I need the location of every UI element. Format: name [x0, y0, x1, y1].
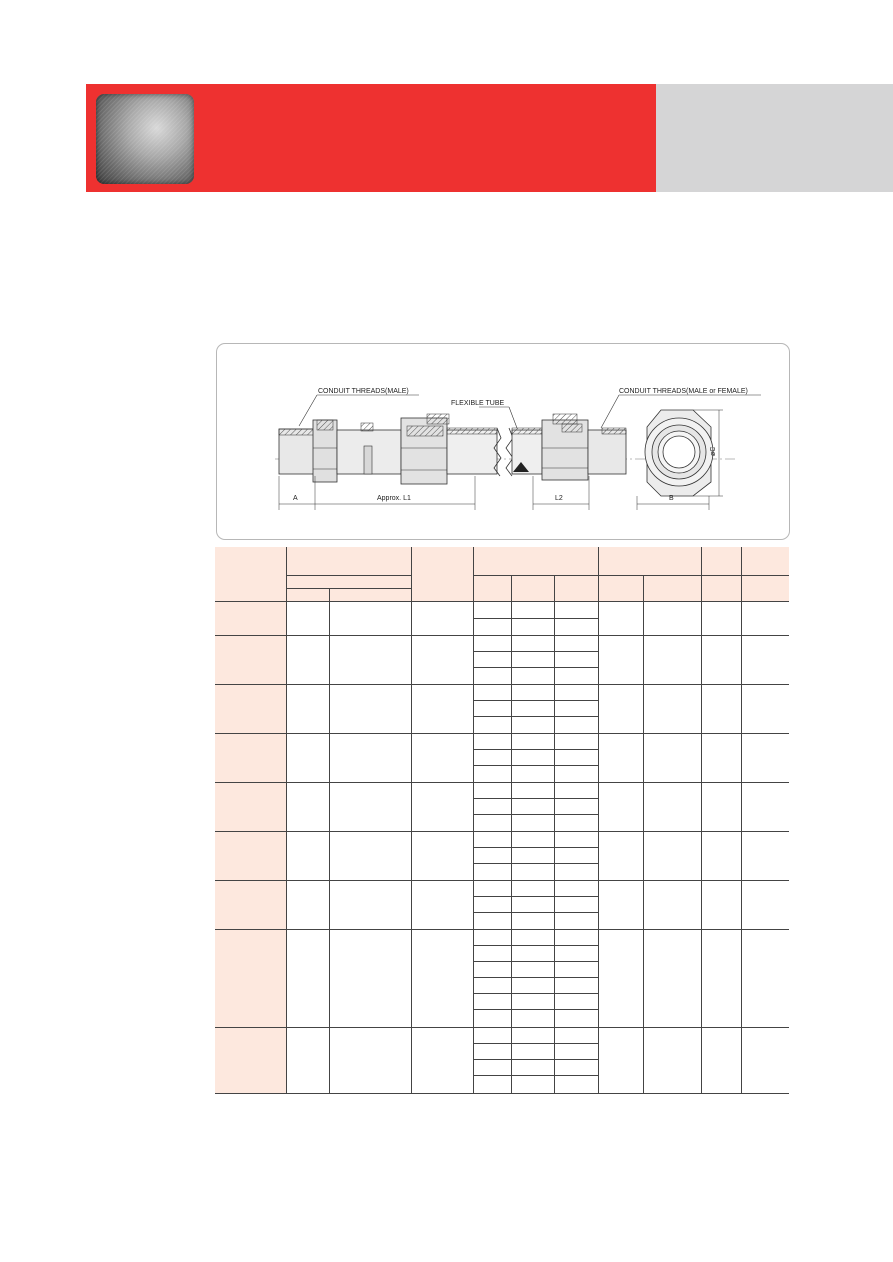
table-cell [554, 1009, 598, 1027]
row-header-cell [215, 1027, 286, 1093]
header-cell [411, 547, 473, 601]
table-cell [511, 814, 554, 831]
table-cell [511, 749, 554, 765]
table-cell [511, 716, 554, 733]
table-cell [411, 601, 473, 635]
table-cell [554, 765, 598, 782]
table-cell [511, 945, 554, 961]
table-cell [411, 684, 473, 733]
table-cell [473, 961, 511, 977]
table-cell [473, 929, 511, 945]
row-header-cell [215, 782, 286, 831]
dim-c-label: øC [710, 446, 717, 456]
table-cell [554, 782, 598, 798]
table-cell [286, 1027, 329, 1093]
table-row [215, 733, 789, 749]
table-cell [511, 684, 554, 700]
dim-b-label: B [669, 495, 674, 502]
table-cell [598, 601, 643, 635]
specification-table [215, 547, 789, 1093]
header-cell [215, 547, 286, 601]
table-cell [286, 782, 329, 831]
table-cell [554, 863, 598, 880]
table-cell [329, 601, 411, 635]
table-cell [643, 782, 701, 831]
table-cell [473, 618, 511, 635]
row-header-cell [215, 929, 286, 1027]
table-cell [329, 635, 411, 684]
table-cell [511, 961, 554, 977]
table-cell [286, 601, 329, 635]
table-cell [473, 765, 511, 782]
table-cell [643, 929, 701, 1027]
table-header-row [215, 575, 789, 588]
table-cell [511, 929, 554, 945]
header-cell [286, 547, 411, 575]
table-cell [473, 1043, 511, 1059]
table-cell [554, 831, 598, 847]
table-cell [511, 847, 554, 863]
table-cell [701, 880, 741, 929]
table-cell [473, 1075, 511, 1093]
table-cell [411, 929, 473, 1027]
table-cell [329, 831, 411, 880]
table-cell [473, 847, 511, 863]
table-row [215, 684, 789, 700]
table-cell [598, 684, 643, 733]
table-cell [741, 601, 789, 635]
table-cell [511, 601, 554, 618]
table-cell [701, 684, 741, 733]
table-cell [411, 733, 473, 782]
table-cell [473, 896, 511, 912]
header-cell [473, 575, 511, 601]
table-header-row [215, 547, 789, 575]
table-cell [411, 635, 473, 684]
dim-l2-label: L2 [555, 495, 563, 502]
header-cell [643, 575, 701, 601]
header-cell [741, 547, 789, 575]
header-grey-bar [656, 84, 893, 192]
table-cell [511, 896, 554, 912]
table-cell [554, 601, 598, 618]
table-cell [511, 863, 554, 880]
table-cell [554, 880, 598, 896]
table-cell [473, 749, 511, 765]
table-row [215, 929, 789, 945]
table-cell [741, 733, 789, 782]
table-cell [473, 700, 511, 716]
header-cell [701, 575, 741, 601]
header-cell [329, 588, 411, 601]
table-cell [741, 880, 789, 929]
table-cell [286, 635, 329, 684]
table-cell [701, 782, 741, 831]
table-cell [286, 684, 329, 733]
row-header-cell [215, 880, 286, 929]
table-cell [329, 733, 411, 782]
header-cell [598, 575, 643, 601]
row-header-cell [215, 733, 286, 782]
row-header-cell [215, 635, 286, 684]
table-cell [643, 601, 701, 635]
header-cell [701, 547, 741, 575]
table-cell [286, 831, 329, 880]
table-cell [554, 977, 598, 993]
table-cell [473, 863, 511, 880]
table-cell [473, 831, 511, 847]
table-cell [554, 749, 598, 765]
table-cell [701, 733, 741, 782]
table-cell [411, 831, 473, 880]
table-cell [511, 765, 554, 782]
table-cell [598, 831, 643, 880]
table-cell [411, 782, 473, 831]
table-cell [554, 929, 598, 945]
table-cell [554, 798, 598, 814]
table-cell [554, 716, 598, 733]
table-cell [329, 782, 411, 831]
table-cell [473, 880, 511, 896]
row-header-cell [215, 601, 286, 635]
table-cell [473, 1059, 511, 1075]
table-cell [701, 831, 741, 880]
table-cell [554, 993, 598, 1009]
table-cell [554, 733, 598, 749]
header-cell [741, 575, 789, 601]
table-cell [554, 618, 598, 635]
fitting-cross-section-drawing [217, 344, 789, 539]
table-cell [701, 1027, 741, 1093]
table-cell [598, 782, 643, 831]
table-cell [554, 1059, 598, 1075]
label-flexible-tube: FLEXIBLE TUBE [451, 400, 505, 407]
table-row [215, 880, 789, 896]
table-cell [511, 651, 554, 667]
table-cell [554, 961, 598, 977]
table-cell [741, 635, 789, 684]
table-bottom-rule [215, 1093, 789, 1094]
table-cell [329, 880, 411, 929]
title-banner [86, 84, 656, 192]
table-cell [511, 993, 554, 1009]
table-cell [554, 912, 598, 929]
header-cell [511, 575, 554, 601]
table-cell [511, 667, 554, 684]
table-cell [701, 929, 741, 1027]
table-cell [473, 733, 511, 749]
header-cell [598, 547, 701, 575]
table-cell [473, 798, 511, 814]
table-cell [598, 733, 643, 782]
table-cell [598, 635, 643, 684]
table-cell [511, 977, 554, 993]
table-cell [554, 635, 598, 651]
header-cell [554, 575, 598, 601]
table-cell [643, 733, 701, 782]
row-header-cell [215, 831, 286, 880]
table-cell [511, 1075, 554, 1093]
table-row [215, 782, 789, 798]
table-cell [286, 733, 329, 782]
table-cell [511, 798, 554, 814]
dim-a-label: A [293, 495, 298, 502]
table-cell [473, 716, 511, 733]
table-cell [473, 651, 511, 667]
table-cell [598, 1027, 643, 1093]
table-cell [643, 635, 701, 684]
table-cell [473, 977, 511, 993]
table-cell [473, 993, 511, 1009]
table-cell [741, 782, 789, 831]
table-cell [473, 684, 511, 700]
table-cell [473, 782, 511, 798]
table-row [215, 635, 789, 651]
table-cell [473, 814, 511, 831]
table-cell [511, 635, 554, 651]
table-row [215, 601, 789, 618]
table-row [215, 1027, 789, 1043]
table-cell [411, 1027, 473, 1093]
label-conduit-threads-male-female: CONDUIT THREADS(MALE or FEMALE) [619, 388, 748, 395]
table-cell [329, 684, 411, 733]
table-cell [473, 1009, 511, 1027]
table-cell [511, 912, 554, 929]
table-cell [554, 1043, 598, 1059]
table-cell [643, 831, 701, 880]
table-cell [511, 1009, 554, 1027]
table-cell [329, 1027, 411, 1093]
table-cell [554, 896, 598, 912]
table-cell [554, 945, 598, 961]
table-cell [554, 1075, 598, 1093]
table-cell [511, 700, 554, 716]
table-cell [554, 847, 598, 863]
table-cell [473, 667, 511, 684]
table-cell [473, 912, 511, 929]
header-cell [286, 575, 411, 588]
table-cell [554, 684, 598, 700]
table-cell [643, 880, 701, 929]
table-cell [701, 601, 741, 635]
table-cell [286, 929, 329, 1027]
table-cell [286, 880, 329, 929]
table-cell [554, 814, 598, 831]
header-cell [286, 588, 329, 601]
table-cell [473, 601, 511, 618]
product-tile-image [96, 94, 194, 184]
table-row [215, 831, 789, 847]
table-cell [511, 782, 554, 798]
table-cell [741, 831, 789, 880]
dim-l1-label: Approx. L1 [377, 495, 411, 502]
table-cell [554, 1027, 598, 1043]
table-cell [554, 651, 598, 667]
table-cell [741, 929, 789, 1027]
technical-drawing-panel [216, 343, 790, 540]
table-cell [511, 831, 554, 847]
table-cell [598, 929, 643, 1027]
table-cell [511, 1027, 554, 1043]
table-cell [511, 1043, 554, 1059]
table-cell [511, 733, 554, 749]
table-cell [598, 880, 643, 929]
table-cell [701, 635, 741, 684]
label-conduit-threads-male: CONDUIT THREADS(MALE) [318, 388, 409, 395]
table-cell [473, 945, 511, 961]
row-header-cell [215, 684, 286, 733]
table-cell [554, 667, 598, 684]
table-cell [473, 1027, 511, 1043]
table-cell [511, 618, 554, 635]
table-cell [554, 700, 598, 716]
table-cell [329, 929, 411, 1027]
table-cell [643, 684, 701, 733]
table-cell [511, 880, 554, 896]
table-cell [411, 880, 473, 929]
table-cell [741, 684, 789, 733]
table-cell [741, 1027, 789, 1093]
table-cell [473, 635, 511, 651]
table-cell [643, 1027, 701, 1093]
table-cell [511, 1059, 554, 1075]
header-cell [473, 547, 598, 575]
